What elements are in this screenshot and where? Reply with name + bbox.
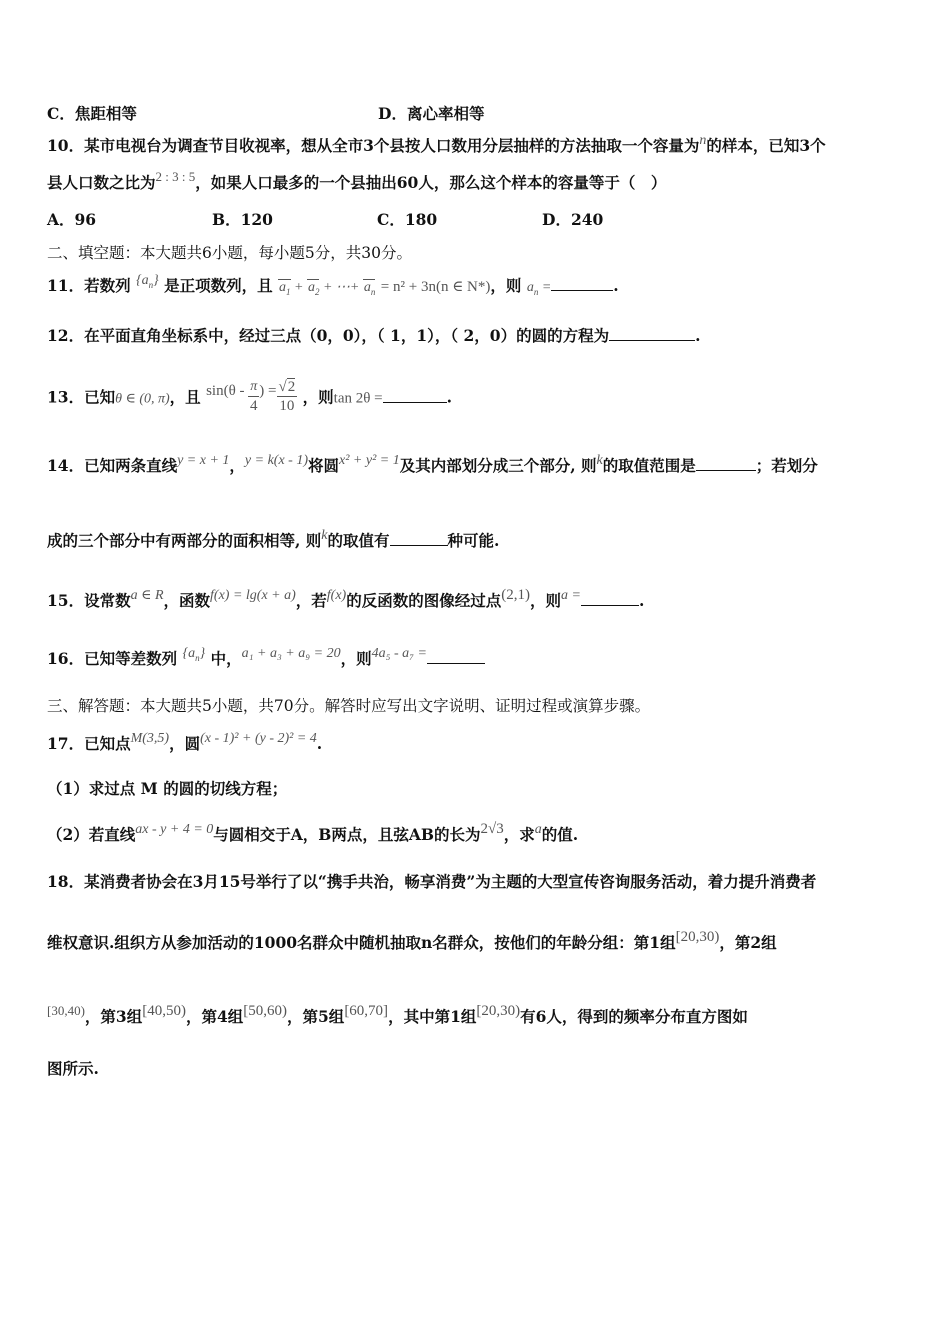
q12-answer-blank[interactable] xyxy=(609,326,695,341)
q13: 13．已知θ ∈ (0, π)，且 sin(θ - $\frac{\pi}{4}$ ) = $\frac{√2}{10}$ ，则tan 2θ = . xyxy=(47,379,453,414)
q17: 17．已知点M(3,5)，圆(x - 1)² + (y - 2)² = 4. xyxy=(47,731,323,753)
section2-heading: 二、填空题：本大题共6小题，每小题5分，共30分。 xyxy=(47,244,412,262)
q11-answer-blank[interactable] xyxy=(551,276,613,291)
q14-line2: 成的三个部分中有两部分的面积相等, 则k的取值有 种可能. xyxy=(47,528,500,550)
section3-heading: 三、解答题：本大题共5小题，共70分。解答时应写出文字说明、证明过程或演算步骤。 xyxy=(47,697,651,715)
q18-line1: 18．某消费者协会在3月15号举行了以“携手共治，畅享消费”为主题的大型宣传咨询服务活动，着力提升消费者 xyxy=(47,872,817,891)
q18-line2: 维权意识.组织方从参加活动的1000名群众中随机抽取n名群众，按他们的年龄分组：第1组[20,30)，第2组 xyxy=(47,929,777,952)
q11-sum-formula: $a_1 + a_2$ + ⋯+ $a_n$ xyxy=(279,280,376,297)
q10-option-d: D．240 xyxy=(542,210,604,229)
q14-count-blank[interactable] xyxy=(390,531,448,546)
q14-line1: 14．已知两条直线y = x + 1，y = k(x - 1)将圆x² + y² = 1及其内部划分成三个部分, 则k的取值范围是 ；若划分 xyxy=(47,453,818,475)
q9-option-d: D．离心率相等 xyxy=(378,104,485,123)
q10-option-c: C．180 xyxy=(377,210,438,229)
q10-line1: 10．某市电视台为调查节目收视率，想从全市3个县按人口数用分层抽样的方法抽取一个容量为n的样本，已知3个 xyxy=(47,133,826,155)
q16-answer-blank[interactable] xyxy=(427,649,485,664)
q14-range-blank[interactable] xyxy=(696,456,756,471)
q9-option-c: C．焦距相等 xyxy=(47,104,137,123)
q10-option-b: B．120 xyxy=(212,210,273,229)
q11: 11．若数列 $\{a_n\}$ 是正项数列，且 $a_1 + a_2$ + ⋯+ $a_n = n^2 + 3n(n$ ∈ N*)，则 $a_n$ = . xyxy=(47,273,619,297)
q13-answer-blank[interactable] xyxy=(383,388,447,403)
q18-line4: 图所示. xyxy=(47,1059,99,1078)
q10-option-a: A．96 xyxy=(47,210,97,229)
q18-line3: $^{[30,40)}$，第3组[40,50)，第4组[50,60)，第5组[60,70]，其中第1组[20,30)有6人，得到的频率分布直方图如 xyxy=(47,1003,748,1026)
q12: 12．在平面直角坐标系中，经过三点（0，0），（ 1，1），（ 2，0）的圆的方程为 . xyxy=(47,326,701,345)
q15-answer-blank[interactable] xyxy=(581,591,639,606)
q16: 16．已知等差数列 $\{a_n\}$ 中，a₁ + a₃ + a₉ = 20，则4a₅ - a₇ = xyxy=(47,648,485,676)
q17-part2: （2）若直线ax - y + 4 = 0与圆相交于A，B两点，且弦AB的长为2√3，求a的值. xyxy=(47,821,579,844)
q15: 15．设常数a ∈ R，函数f(x) = lg(x + a)，若f(x)的反函数的图像经过点(2,1)，则a = . xyxy=(47,587,645,610)
q17-part1: （1）求过点 M 的圆的切线方程； xyxy=(47,779,288,798)
q10-line2: 县人口数之比为$^{2 : 3 : 5}$，如果人口最多的一个县抽出60人，那么这个样本的容量等于（ ） xyxy=(47,169,667,192)
